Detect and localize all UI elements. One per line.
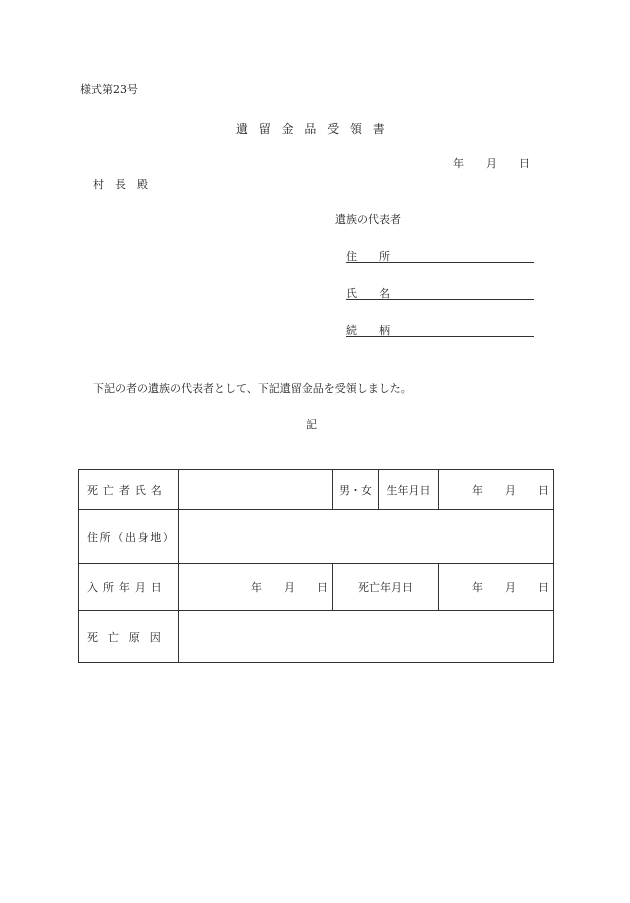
table-row [79,564,554,611]
name-label: 氏 名 [346,287,390,300]
representative-heading: 遺族の代表者 [335,213,401,226]
table-row [79,611,554,663]
statement: 下記の者の遺族の代表者として、下記遺留金品を受領しました。 [93,382,412,395]
death-date-cell[interactable]: 年 月 日 [439,564,554,611]
relationship-label: 続 柄 [346,324,390,337]
gender-cell[interactable]: 男・女 [333,470,379,510]
cause-of-death-cell[interactable] [179,611,554,663]
addressee: 村 長 殿 [93,178,148,191]
deceased-info-table [78,469,554,663]
deceased-name-label: 死亡者氏名 [79,470,179,510]
address-field[interactable] [346,248,534,263]
form-number: 様式第23号 [80,83,138,96]
death-date-label: 死亡年月日 [333,564,439,611]
address-label: 住 所 [346,250,390,263]
admission-date-cell[interactable]: 年 月 日 [179,564,333,611]
birth-date-label: 生年月日 [379,470,439,510]
cause-of-death-label: 死亡原因 [79,611,179,663]
admission-date-label: 入所年月日 [79,564,179,611]
table-row [79,510,554,564]
address-origin-cell[interactable] [179,510,554,564]
birth-date-cell[interactable]: 年 月 日 [439,470,554,510]
address-origin-label: 住所（出身地） [79,510,179,564]
relationship-field[interactable] [346,322,534,337]
deceased-name-cell[interactable] [179,470,333,510]
name-field[interactable] [346,285,534,300]
form-title: 遺留金品受領書 [236,122,396,136]
date-line: 年 月 日 [453,157,530,170]
table-row [79,470,554,510]
ki-mark: 記 [306,418,317,431]
